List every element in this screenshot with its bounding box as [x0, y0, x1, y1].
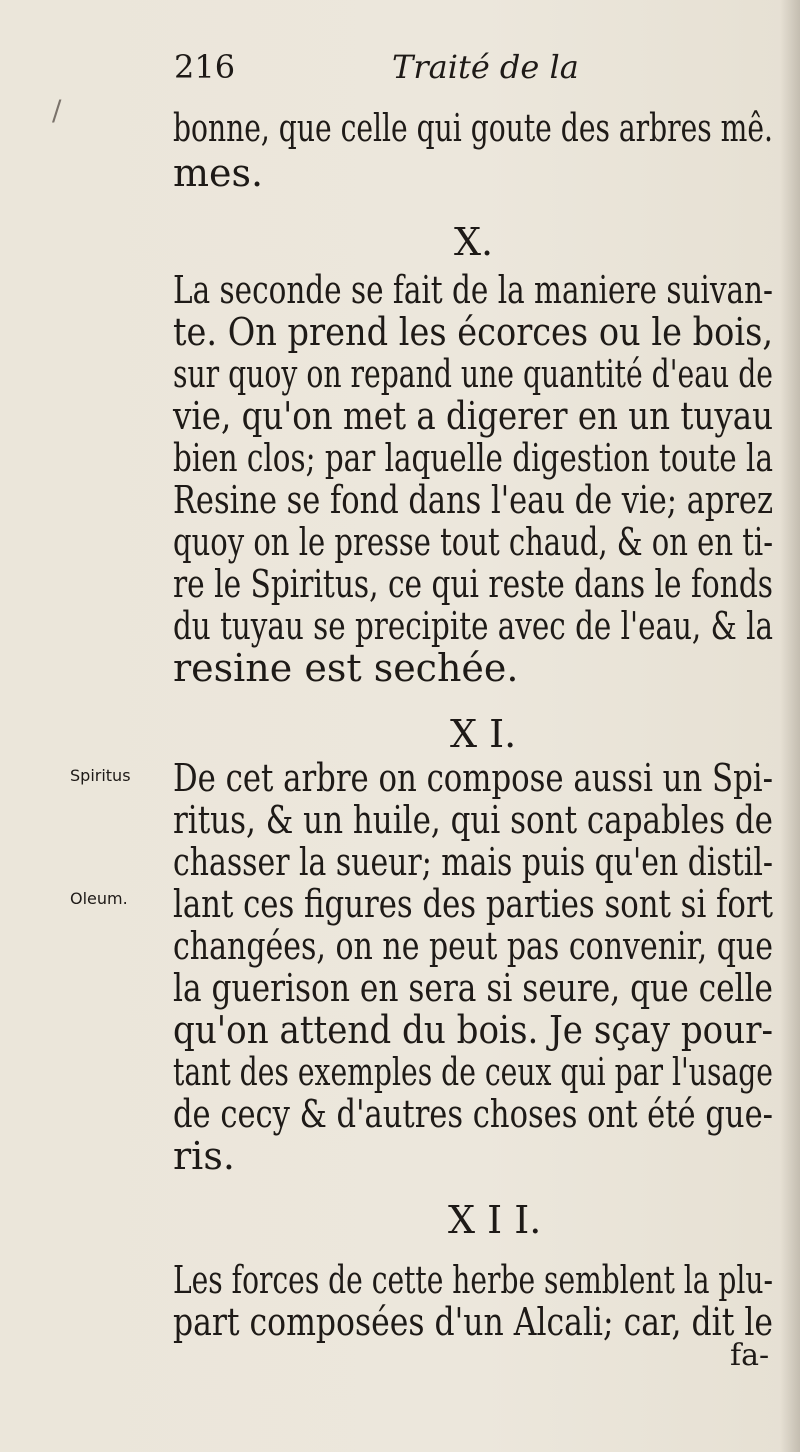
- text-line: vie, qu'on met a digerer en un tuyau: [173, 394, 773, 438]
- section-numeral: X.: [454, 220, 494, 264]
- catchword: fa-: [730, 1338, 770, 1373]
- text-line: la guerison en sera si seure, que celle: [173, 966, 773, 1010]
- stray-ink-mark: /: [52, 94, 62, 127]
- text-line: re le Spiritus, ce qui reste dans le fonds: [173, 562, 773, 606]
- text-line: de cecy & d'autres choses ont été gue-: [173, 1092, 773, 1136]
- text-line: lant ces figures des parties sont si fort: [173, 882, 773, 926]
- text-line: part composées d'un Alcali; car, dit le: [173, 1300, 773, 1344]
- text-line: du tuyau se precipite avec de l'eau, & la: [173, 604, 773, 648]
- text-line: tant des exemples de ceux qui par l'usage: [173, 1050, 773, 1094]
- text-line: bien clos; par laquelle digestion toute la: [173, 436, 773, 480]
- text-line: ritus, & un huile, qui sont capables de: [173, 798, 773, 842]
- section-numeral: X I I.: [448, 1198, 542, 1242]
- text-line: te. On prend les écorces ou le bois,: [173, 310, 773, 354]
- text-line: mes.: [173, 151, 264, 195]
- page-header: [170, 48, 630, 98]
- text-line: bonne, que celle qui goute des arbres mê.: [173, 106, 773, 150]
- margin-note: Spiritus: [70, 766, 131, 785]
- text-line: De cet arbre on compose aussi un Spi-: [173, 756, 773, 800]
- text-line: Resine se fond dans l'eau de vie; aprez: [173, 478, 773, 522]
- text-line: sur quoy on repand une quantité d'eau de: [173, 352, 773, 396]
- text-line: ris.: [173, 1134, 235, 1178]
- text-line: La seconde se fait de la maniere suivan-: [173, 268, 773, 312]
- section-numeral: X I.: [450, 712, 517, 756]
- text-line: resine est sechée.: [173, 646, 519, 690]
- text-line: Les forces de cette herbe semblent la plu-: [173, 1258, 773, 1302]
- running-title: Traité de la: [392, 48, 579, 86]
- text-line: chasser la sueur; mais puis qu'en distil-: [173, 840, 773, 884]
- margin-note: Oleum.: [70, 889, 128, 908]
- page-number: 216: [174, 48, 236, 86]
- text-line: changées, on ne peut pas convenir, que: [173, 924, 773, 968]
- text-line: quoy on le presse tout chaud, & on en ti-: [173, 520, 773, 564]
- text-line: qu'on attend du bois. Je sçay pour-: [173, 1008, 773, 1052]
